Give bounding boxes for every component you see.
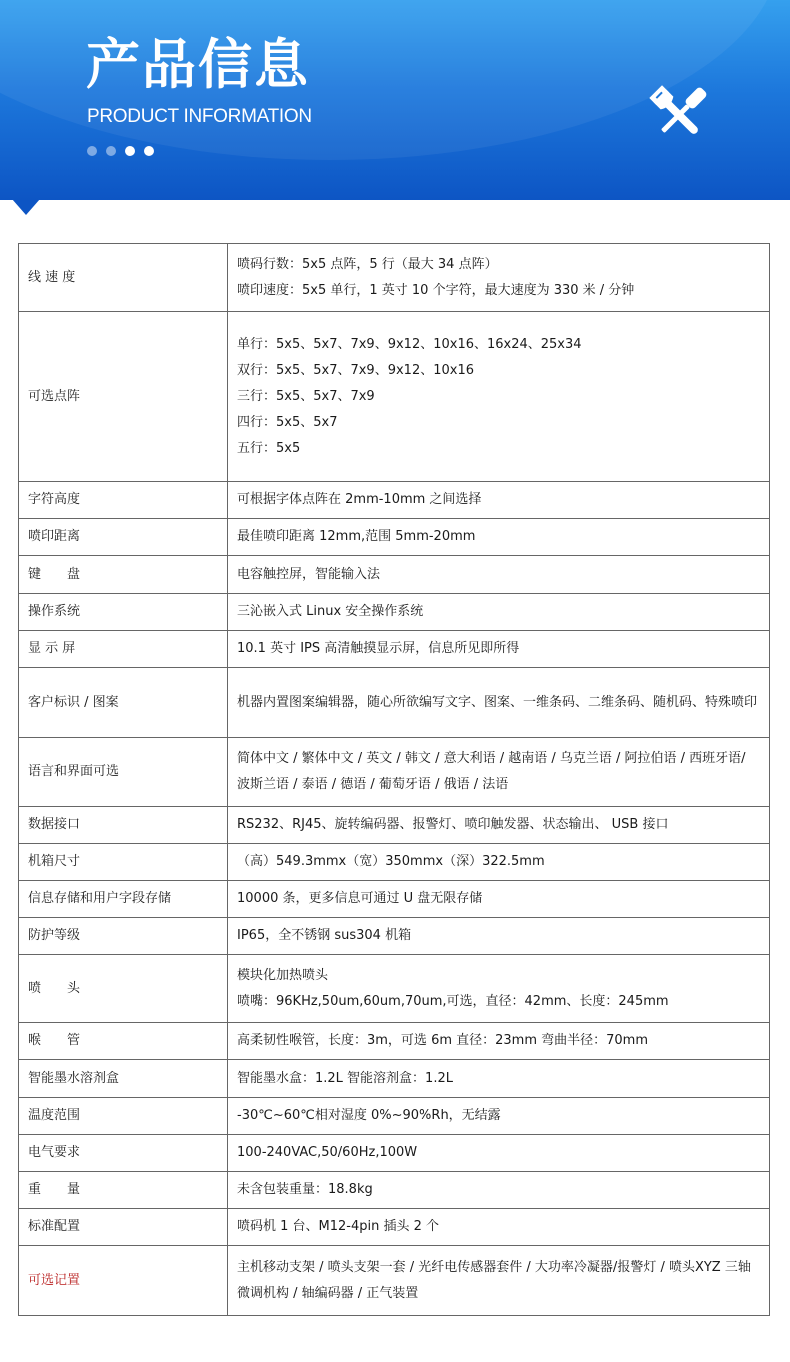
spec-line: 喷印速度：5x5 单行，1 英寸 10 个字符，最大速度为 330 米 / 分钟 xyxy=(237,282,635,298)
spec-label: 喉 管 xyxy=(19,1023,228,1060)
table-row xyxy=(19,1172,770,1209)
spec-label: 机箱尺寸 xyxy=(19,844,228,881)
spec-label: 操作系统 xyxy=(19,594,228,631)
spec-value xyxy=(228,312,770,482)
spec-value xyxy=(228,519,770,556)
spec-value xyxy=(228,594,770,631)
table-row xyxy=(19,1135,770,1172)
spec-line: 智能墨水盒：1.2L 智能溶剂盒：1.2L xyxy=(237,1070,453,1086)
spec-line: 未含包装重量：18.8kg xyxy=(237,1182,373,1197)
table-row xyxy=(19,631,770,668)
page-title: 产品信息 xyxy=(86,33,310,96)
spec-label: 键 盘 xyxy=(19,556,228,594)
spec-value xyxy=(228,668,770,738)
banner-pointer xyxy=(12,199,40,215)
spec-line: -30℃~60℃相对湿度 0%~90%Rh，无结露 xyxy=(237,1108,501,1123)
table-row xyxy=(19,1060,770,1098)
spec-line: IP65，全不锈钢 sus304 机箱 xyxy=(237,928,412,943)
spec-line: 机器内置图案编辑器，随心所欲编写文字、图案、一维条码、二维条码、随机码、特殊喷印 xyxy=(237,694,758,710)
spec-line: 电容触控屏，智能输入法 xyxy=(237,566,381,582)
spec-line: RS232、RJ45、旋转编码器、报警灯、喷印触发器、状态输出、 USB 接口 xyxy=(237,817,669,832)
spec-value xyxy=(228,482,770,519)
spec-label: 线 速 度 xyxy=(19,244,228,312)
spec-table xyxy=(18,243,770,1316)
spec-label: 显 示 屏 xyxy=(19,631,228,668)
spec-line: 单行：5x5、5x7、7x9、9x12、10x16、16x24、25x34 xyxy=(237,336,582,352)
spec-value xyxy=(228,918,770,955)
spec-label: 可选记置 xyxy=(19,1246,228,1316)
header-banner xyxy=(0,0,790,200)
spec-label: 智能墨水溶剂盒 xyxy=(19,1060,228,1098)
spec-line: 三行：5x5、5x7、7x9 xyxy=(237,388,375,404)
table-row xyxy=(19,807,770,844)
spec-label: 可选点阵 xyxy=(19,312,228,482)
spec-value xyxy=(228,1060,770,1098)
spec-line: 主机移动支架 / 喷头支架一套 / 光纤电传感器套件 / 大功率冷凝器/报警灯 / 喷头XYZ 三轴微调机构 / 轴编码器 / 正气装置 xyxy=(237,1259,751,1301)
table-row xyxy=(19,244,770,312)
table-row xyxy=(19,955,770,1023)
spec-label: 喷印距离 xyxy=(19,519,228,556)
table-row xyxy=(19,881,770,918)
spec-line: 模块化加热喷头 xyxy=(237,967,329,983)
table-row xyxy=(19,1246,770,1316)
spec-value xyxy=(228,1098,770,1135)
table-row xyxy=(19,918,770,955)
table-row xyxy=(19,668,770,738)
table-row xyxy=(19,738,770,807)
spec-value xyxy=(228,1172,770,1209)
decorative-dots xyxy=(87,146,163,158)
spec-label: 语言和界面可选 xyxy=(19,738,228,807)
table-row xyxy=(19,1098,770,1135)
spec-value xyxy=(228,807,770,844)
spec-line: 四行：5x5、5x7 xyxy=(237,414,338,430)
spec-value xyxy=(228,738,770,807)
spec-label: 重 量 xyxy=(19,1172,228,1209)
dot xyxy=(144,146,154,156)
wrench-screwdriver-icon xyxy=(646,82,712,148)
spec-label: 字符高度 xyxy=(19,482,228,519)
spec-line: 双行：5x5、5x7、7x9、9x12、10x16 xyxy=(237,362,474,378)
spec-line: 高柔韧性喉管，长度：3m，可选 6m 直径：23mm 弯曲半径：70mm xyxy=(237,1033,649,1048)
dot xyxy=(87,146,97,156)
table-row xyxy=(19,594,770,631)
spec-value xyxy=(228,1209,770,1246)
spec-value xyxy=(228,556,770,594)
spec-label: 喷 头 xyxy=(19,955,228,1023)
spec-label: 信息存储和用户字段存储 xyxy=(19,881,228,918)
spec-value xyxy=(228,244,770,312)
spec-label: 数据接口 xyxy=(19,807,228,844)
spec-label: 温度范围 xyxy=(19,1098,228,1135)
spec-label: 电气要求 xyxy=(19,1135,228,1172)
spec-line: 10000 条，更多信息可通过 U 盘无限存储 xyxy=(237,891,483,906)
spec-line: 喷码机 1 台、M12-4pin 插头 2 个 xyxy=(237,1219,440,1234)
table-row xyxy=(19,1209,770,1246)
table-row xyxy=(19,1023,770,1060)
spec-line: 五行：5x5 xyxy=(237,440,301,456)
spec-line: 100-240VAC,50/60Hz,100W xyxy=(237,1145,418,1160)
spec-line: 喷码行数：5x5 点阵，5 行（最大 34 点阵） xyxy=(237,256,498,272)
table-row xyxy=(19,556,770,594)
spec-label: 防护等级 xyxy=(19,918,228,955)
table-row xyxy=(19,519,770,556)
spec-value xyxy=(228,881,770,918)
spec-value xyxy=(228,1023,770,1060)
spec-value xyxy=(228,1246,770,1316)
spec-line: 三沁嵌入式 Linux 安全操作系统 xyxy=(237,604,424,619)
table-row xyxy=(19,312,770,482)
spec-value xyxy=(228,955,770,1023)
spec-line: 最佳喷印距离 12mm,范围 5mm-20mm xyxy=(237,529,476,544)
spec-value xyxy=(228,844,770,881)
dot xyxy=(106,146,116,156)
spec-line: （高）549.3mmx（宽）350mmx（深）322.5mm xyxy=(237,854,545,869)
table-row xyxy=(19,844,770,881)
spec-line: 喷嘴：96KHz,50um,60um,70um,可选，直径：42mm、长度：245mm xyxy=(237,993,669,1009)
spec-line: 10.1 英寸 IPS 高清触摸显示屏，信息所见即所得 xyxy=(237,641,520,656)
spec-value xyxy=(228,1135,770,1172)
table-row xyxy=(19,482,770,519)
spec-label: 标准配置 xyxy=(19,1209,228,1246)
spec-line: 简体中文 / 繁体中文 / 英文 / 韩文 / 意大利语 / 越南语 / 乌克兰语 / 阿拉伯语 / 西班牙语/ 波斯兰语 / 泰语 / 德语 / 葡萄牙语 / 俄语 / 法语 xyxy=(237,751,746,792)
spec-label: 客户标识 / 图案 xyxy=(19,668,228,738)
dot xyxy=(125,146,135,156)
spec-value xyxy=(228,631,770,668)
spec-line: 可根据字体点阵在 2mm-10mm 之间选择 xyxy=(237,492,482,507)
page-subtitle: PRODUCT INFORMATION xyxy=(87,106,312,127)
